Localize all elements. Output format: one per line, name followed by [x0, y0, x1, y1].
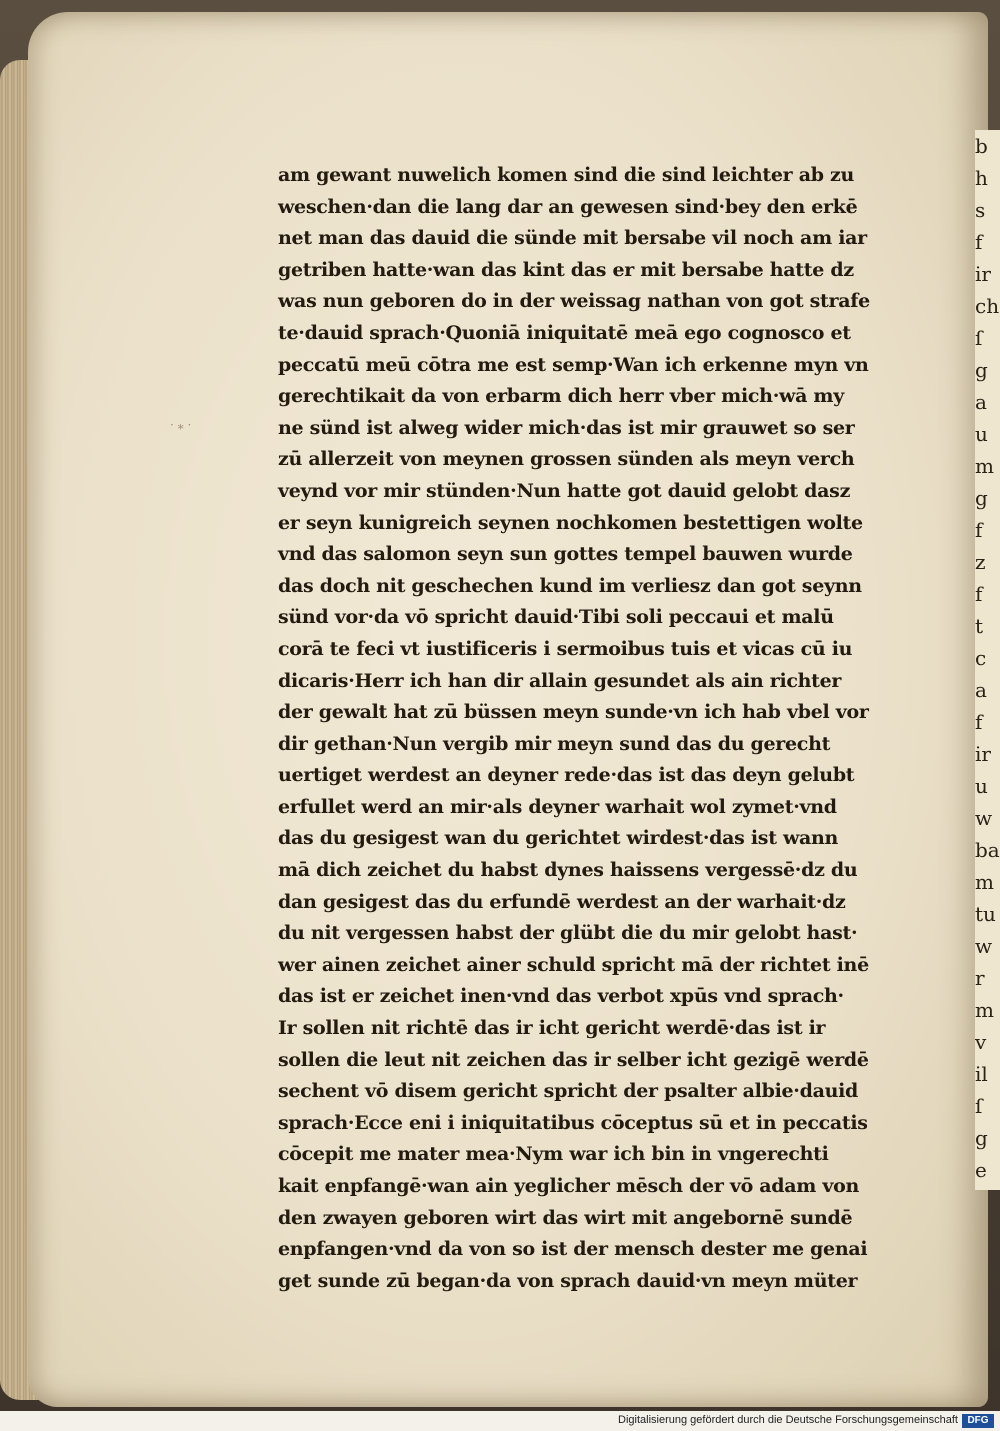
- facing-page-line: u: [975, 422, 988, 446]
- text-line: erfullet werd an mir·als deyner warhait wol zymet·vnd: [278, 795, 837, 818]
- facing-page-line: e: [975, 1158, 987, 1182]
- text-line: cōcepit me mater mea·Nym war ich bin in vngerechti: [278, 1143, 829, 1166]
- facing-page-line: g: [975, 486, 988, 510]
- text-line: corā te feci vt iustificeris i sermoibus tuis et vicas cū iu: [278, 637, 853, 660]
- facing-page-line: f: [975, 518, 983, 542]
- facing-page-line: r: [975, 966, 985, 990]
- facing-page-line: f: [975, 582, 983, 606]
- text-line: den zwayen geboren wirt das wirt mit angebornē sundē: [278, 1206, 853, 1229]
- text-line: sechent vō disem gericht spricht der psalter albie·dauid: [278, 1080, 859, 1103]
- facing-page-line: tu: [975, 902, 996, 926]
- text-line: das doch nit geschechen kund im verliesz dan got seynn: [278, 574, 862, 597]
- text-line: ne sünd ist alweg wider mich·das ist mir grauwet so ser: [278, 416, 855, 439]
- text-line: net man das dauid die sünde mit bersabe vil noch am iar: [278, 227, 867, 250]
- text-line: was nun geboren do in der weissag nathan von got strafe: [278, 290, 870, 313]
- facing-page-line: t: [975, 614, 984, 638]
- facing-page-line: g: [975, 1126, 988, 1150]
- text-line: du nit vergessen habst der glübt die du mir gelobt hast·: [278, 922, 858, 945]
- text-line: te·dauid sprach·Quoniā iniquitatē meā ego cognosco et: [278, 321, 851, 344]
- facing-page-line: w: [975, 934, 993, 958]
- text-line: zū allerzeit von meynen grossen sünden als meyn verch: [278, 448, 855, 471]
- facing-page-line: s: [975, 198, 986, 222]
- facing-page-line: z: [975, 550, 986, 574]
- text-line: sünd vor·da vō spricht dauid·Tibi soli peccaui et malū: [278, 606, 834, 629]
- footer-bar: [0, 1411, 1000, 1431]
- facing-page-line: ſ: [975, 1094, 983, 1118]
- text-line: das ist er zeichet inen·vnd das verbot xpūs vnd sprach·: [278, 985, 844, 1008]
- text-line: sollen die leut nit zeichen das ir selber icht gezigē werdē: [278, 1048, 869, 1071]
- dfg-logo: DFG: [962, 1414, 994, 1428]
- text-line: get sunde zū began·da von sprach dauid·vn meyn müter: [278, 1269, 858, 1292]
- facing-page-line: a: [975, 678, 987, 702]
- text-line: das du gesigest wan du gerichtet wirdest·das ist wann: [278, 827, 839, 850]
- facing-page-line: b: [975, 134, 988, 158]
- text-line: sprach·Ecce eni i iniquitatibus cōceptus sū et in peccatis: [278, 1111, 868, 1134]
- facing-page-line: w: [975, 806, 993, 830]
- text-line: der gewalt hat zū büssen meyn sunde·vn ich hab vbel vor: [278, 701, 869, 724]
- facing-page-line: m: [975, 454, 994, 478]
- text-line: uertiget werdest an deyner rede·das ist das deyn gelubt: [278, 764, 855, 787]
- facing-page-line: ir: [975, 742, 991, 766]
- text-line: dan gesigest das du erfundē werdest an der warhait·dz: [278, 890, 846, 913]
- facing-page-line: g: [975, 358, 988, 382]
- facing-page-line: m: [975, 998, 994, 1022]
- facing-page-line: h: [975, 166, 988, 190]
- text-line: am gewant nuwelich komen sind die sind leichter ab zu: [278, 164, 855, 186]
- text-line: vnd das salomon seyn sun gottes tempel bauwen wurde: [278, 543, 853, 566]
- text-line: getriben hatte·wan das kint das er mit bersabe hatte dz: [278, 258, 854, 281]
- text-line: Ir sollen nit richtē das ir icht gericht werdē·das ist ir: [278, 1017, 826, 1040]
- text-line: er seyn kunigreich seynen nochkomen bestettigen wolte: [278, 511, 863, 534]
- text-line: veynd vor mir stünden·Nun hatte got dauid gelobt dasz: [278, 479, 851, 502]
- facing-page-line: ba: [975, 838, 1000, 862]
- facing-page-line: c: [975, 646, 987, 670]
- facing-page-line: ir: [975, 262, 991, 286]
- facing-page-line: u: [975, 774, 988, 798]
- facing-page-line: ſ: [975, 326, 983, 350]
- text-line: mā dich zeichet du habst dynes haissens vergessē·dz du: [278, 859, 858, 882]
- text-line: dir gethan·Nun vergib mir meyn sund das du gerecht: [278, 732, 831, 755]
- main-text-block: [278, 160, 888, 1297]
- text-line: enpfangen·vnd da von so ist der mensch dester me genai: [278, 1238, 868, 1261]
- facing-page-line: ch: [975, 294, 1000, 318]
- facing-page-line: f: [975, 710, 983, 734]
- footer-credit: Digitalisierung gefördert durch die Deutsche Forschungsgemeinschaft: [618, 1414, 958, 1426]
- facing-page-line: a: [975, 390, 987, 414]
- facing-page-line: m: [975, 870, 994, 894]
- text-line: wer ainen zeichet ainer schuld spricht mā der richtet inē: [278, 953, 869, 976]
- text-line: dicaris·Herr ich han dir allain gesundet als ain richter: [278, 669, 842, 692]
- text-line: kait enpfangē·wan ain yeglicher mēsch der vō adam von: [278, 1175, 860, 1197]
- facing-page-line: il: [975, 1062, 988, 1086]
- text-line: peccatū meū cōtra me est semp·Wan ich erkenne myn vn: [278, 353, 869, 376]
- facing-page-fragment: [975, 130, 1000, 1190]
- text-line: weschen·dan die lang dar an gewesen sind·bey den erkē: [278, 195, 858, 218]
- ink-stain: · ⁎ ·: [170, 418, 192, 432]
- facing-page-line: f: [975, 230, 983, 254]
- facing-page-line: v: [975, 1030, 987, 1054]
- text-line: gerechtikait da von erbarm dich herr vber mich·wā my: [278, 385, 844, 408]
